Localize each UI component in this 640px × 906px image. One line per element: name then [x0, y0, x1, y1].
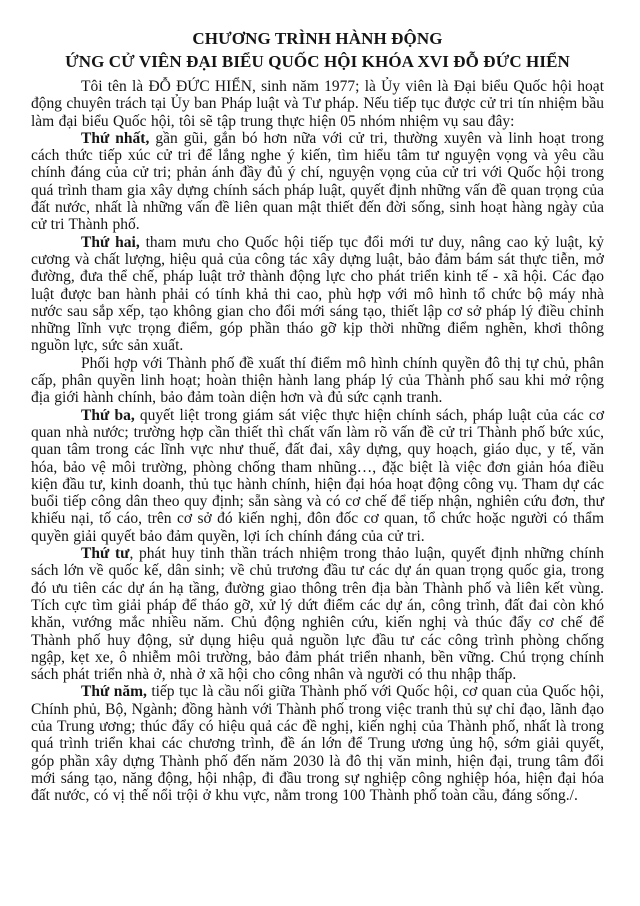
- paragraph-text: , phát huy tinh thần trách nhiệm trong thảo luận, quyết định những chính sách lớn về quốc kế, dân sinh; về chủ trương đầu tư các dự án quan trọng quốc gia, trong đó ưu tiên các dự án hạ tầng, đường giao thông trên địa bàn Thành phố và liên kết vùng. Tích cực tìm giải pháp để tháo gỡ, xử lý dứt điểm các dự án, công trình, đất đai còn khó khăn, vướng mắc nhiều năm. Chủ động nghiên cứu, kiến nghị và thúc đẩy cơ chế để Thành phố huy động, sử dụng hiệu quả nguồn lực đầu tư các công trình phòng chống ngập, kẹt xe, ô nhiễm môi trường, bảo đảm phát triển nhanh, bền vững. Chú trọng chính sách phát triển nhà ở, nhà ở xã hội cho công nhân và người có thu nhập thấp.: [31, 545, 604, 684]
- paragraph-lead: Thứ hai,: [81, 233, 140, 251]
- document-body: [31, 78, 604, 804]
- paragraph-text: gần gũi, gắn bó hơn nữa với cử tri, thường xuyên và linh hoạt trong cách thức tiếp xúc cử tri để lắng nghe ý kiến, tìm hiểu tâm tư nguyện vọng và yêu cầu chính đáng của cử tri; phản ánh đầy đủ ý chí, nguyện vọng của cử tri với Quốc hội trong quá trình tham gia xây dựng chính sách pháp luật, quyết định những vấn đề quan trọng của đất nước, nhất là những vấn đề liên quan mật thiết đến đời sống, sinh hoạt hàng ngày của cử tri Thành phố.: [31, 129, 605, 234]
- paragraph-second: [31, 234, 604, 355]
- paragraph-lead: Thứ ba,: [81, 406, 135, 424]
- paragraph-text: quyết liệt trong giám sát việc thực hiện chính sách, pháp luật của các cơ quan nhà nước; trường hợp cần thiết thì chất vấn làm rõ vấn đề cử tri Thành phố bức xúc, quan tâm trong các lĩnh vực như thuế, đất đai, xây dựng, quy hoạch, giáo dục, y tế, văn hóa, bảo vệ môi trường, phòng chống tham nhũng…, đặc biệt là việc đơn giản hóa điều kiện đầu tư, kinh doanh, thủ tục hành chính, hiện đại hóa hoạt động công vụ. Tham dự các buổi tiếp công dân theo quy định; sẵn sàng và có cơ chế để tiếp nhận, nghiên cứu đơn, thư khiếu nại, tố cáo, trên cơ sở đó kiến nghị, đôn đốc cơ quan, tổ chức hoặc người có thẩm quyền giải quyết bảo đảm quyền, lợi ích chính đáng của cử tri.: [31, 406, 605, 545]
- paragraph-lead: Thứ nhất,: [81, 129, 150, 147]
- paragraph-coordination: [31, 355, 604, 407]
- paragraph-text: Phối hợp với Thành phố đề xuất thí điểm mô hình chính quyền đô thị tự chủ, phân cấp, phân quyền linh hoạt; hoàn thiện hành lang pháp lý của Thành phố sau khi mở rộng địa giới hành chính, bảo đảm toàn diện hơn và đủ sức cạnh tranh.: [31, 354, 604, 407]
- paragraph-text: tiếp tục là cầu nối giữa Thành phố với Quốc hội, cơ quan của Quốc hội, Chính phủ, Bộ, Ngành; đồng hành với Thành phố trong việc tranh thủ sự chỉ đạo, lãnh đạo của Trung ương; thúc đẩy có hiệu quả các đề nghị, kiến nghị của Thành phố, nhất là trong quá trình triển khai các chương trình, đề án lớn để Trung ương ủng hộ, sớm giải quyết, góp phần xây dựng Thành phố đến năm 2030 là đô thị văn minh, hiện đại, trung tâm đổi mới sáng tạo, năng động, hội nhập, đi đầu trong sự nghiệp công nghiệp hóa, hiện đại hóa đất nước, có vị thế nổi trội ở khu vực, nằm trong 100 Thành phố toàn cầu, đáng sống./.: [31, 683, 605, 805]
- paragraph-first: [31, 130, 604, 234]
- paragraph-fourth: [31, 545, 604, 683]
- paragraph-intro: [31, 78, 604, 130]
- document-title-line2: ỨNG CỬ VIÊN ĐẠI BIỂU QUỐC HỘI KHÓA XVI ĐỖ ĐỨC HIỂN: [65, 52, 570, 71]
- paragraph-lead: Thứ năm,: [81, 683, 147, 701]
- document-title: [31, 27, 604, 73]
- paragraph-fifth: [31, 683, 604, 804]
- paragraph-third: [31, 407, 604, 545]
- paragraph-lead: Thứ tư: [81, 545, 130, 563]
- paragraph-text: Tôi tên là ĐỖ ĐỨC HIỂN, sinh năm 1977; là Ủy viên là Đại biểu Quốc hội hoạt động chuyên trách tại Ủy ban Pháp luật và Tư pháp. Nếu tiếp tục được cử tri tín nhiệm bầu làm đại biểu Quốc hội, tôi sẽ tập trung thực hiện 05 nhóm nhiệm vụ sau đây:: [31, 78, 604, 130]
- document-title-line1: CHƯƠNG TRÌNH HÀNH ĐỘNG: [192, 29, 443, 48]
- paragraph-text: tham mưu cho Quốc hội tiếp tục đổi mới tư duy, nâng cao kỷ luật, kỷ cương và chất lượng, hiệu quả của công tác xây dựng luật, bảo đảm bám sát thực tiễn, mở đường, đưa thể chế, pháp luật trở thành động lực cho phát triển kinh tế - xã hội. Các đạo luật được ban hành phải có tính khả thi cao, phù hợp với mô hình tổ chức bộ máy nhà nước sau sắp xếp, tạo không gian cho đổi mới sáng tạo, thiết lập cơ sở pháp lý điều chỉnh những lĩnh vực trọng điểm, góp phần tháo gỡ kịp thời những điểm nghẽn, khơi thông nguồn lực, sức sản xuất.: [31, 233, 604, 355]
